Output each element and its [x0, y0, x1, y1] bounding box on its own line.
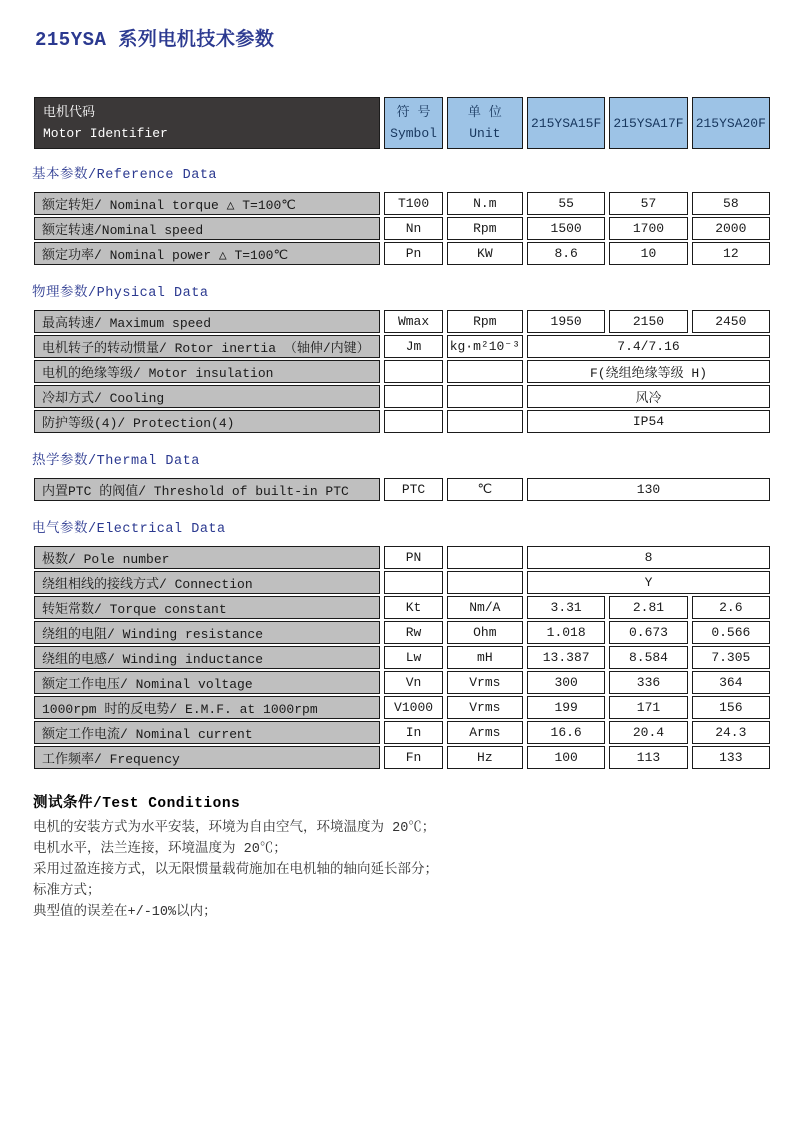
value-cell: 113 — [609, 746, 687, 769]
table-row — [34, 310, 770, 333]
unit-cell: N.m — [447, 192, 523, 215]
unit-cell: mH — [447, 646, 523, 669]
unit-cell: Arms — [447, 721, 523, 744]
value-cell: 13.387 — [527, 646, 605, 669]
section-heading: 电气参数/Electrical Data — [32, 522, 226, 537]
param-name-cell: 绕组相线的接线方式/ Connection — [34, 571, 380, 594]
param-name-cell: 电机转子的转动惯量/ Rotor inertia （轴伸/内键） — [34, 335, 380, 358]
merged-value-cell: IP54 — [527, 410, 770, 433]
model-header-cell: 215YSA17F — [609, 97, 687, 149]
table-row — [34, 646, 770, 669]
unit-cell: Rpm — [447, 217, 523, 240]
symbol-en: Symbol — [390, 126, 437, 141]
merged-value-cell: F(绕组绝缘等级 H) — [527, 360, 770, 383]
section-heading: 热学参数/Thermal Data — [32, 454, 200, 469]
symbol-cell — [384, 410, 442, 433]
model-header-cell: 215YSA20F — [692, 97, 770, 149]
param-name-cell: 额定工作电压/ Nominal voltage — [34, 671, 380, 694]
value-cell: 8.6 — [527, 242, 605, 265]
symbol-cell: In — [384, 721, 442, 744]
merged-value-cell: Y — [527, 571, 770, 594]
table-row — [34, 596, 770, 619]
table-row — [34, 410, 770, 433]
symbol-cell: V1000 — [384, 696, 442, 719]
section-thermal-data — [30, 448, 772, 503]
section-heading: 物理参数/Physical Data — [32, 286, 209, 301]
value-cell: 20.4 — [609, 721, 687, 744]
unit-cell — [447, 360, 523, 383]
value-cell: 2450 — [692, 310, 770, 333]
unit-cell: Nm/A — [447, 596, 523, 619]
table-row — [34, 385, 770, 408]
value-cell: 300 — [527, 671, 605, 694]
spec-header-table — [30, 97, 774, 149]
motor-identifier-en: Motor Identifier — [43, 126, 168, 141]
symbol-cell — [384, 360, 442, 383]
value-cell: 199 — [527, 696, 605, 719]
value-cell: 2150 — [609, 310, 687, 333]
test-condition-line: 标准方式； — [33, 884, 101, 899]
value-cell: 2.81 — [609, 596, 687, 619]
value-cell: 133 — [692, 746, 770, 769]
table-row — [34, 621, 770, 644]
value-cell: 7.305 — [692, 646, 770, 669]
symbol-cell: Wmax — [384, 310, 442, 333]
symbol-cell: T100 — [384, 192, 442, 215]
value-cell: 1500 — [527, 217, 605, 240]
motor-identifier-header-cell — [34, 97, 380, 149]
symbol-zh: 符 号 — [396, 105, 431, 120]
param-name-cell: 内置PTC 的阀值/ Threshold of built-in PTC — [34, 478, 380, 501]
unit-cell: Vrms — [447, 696, 523, 719]
value-cell: 10 — [609, 242, 687, 265]
test-condition-line: 典型值的误差在+/-10%以内； — [33, 905, 217, 920]
symbol-cell: Pn — [384, 242, 442, 265]
section-reference-data — [30, 162, 772, 267]
symbol-cell: Rw — [384, 621, 442, 644]
value-cell: 55 — [527, 192, 605, 215]
unit-cell: Rpm — [447, 310, 523, 333]
page-title: 215YSA 系列电机技术参数 — [35, 29, 275, 51]
unit-cell — [447, 546, 523, 569]
param-name-cell: 绕组的电阻/ Winding resistance — [34, 621, 380, 644]
value-cell: 16.6 — [527, 721, 605, 744]
electrical-data-table — [30, 544, 774, 771]
table-row — [34, 696, 770, 719]
unit-cell: Ohm — [447, 621, 523, 644]
table-row — [34, 192, 770, 215]
symbol-cell — [384, 385, 442, 408]
param-name-cell: 转矩常数/ Torque constant — [34, 596, 380, 619]
unit-cell: Hz — [447, 746, 523, 769]
value-cell: 0.566 — [692, 621, 770, 644]
unit-cell: kg·m²10⁻³ — [447, 335, 523, 358]
motor-identifier-zh: 电机代码 — [43, 105, 96, 120]
value-cell: 364 — [692, 671, 770, 694]
param-name-cell: 额定转速/Nominal speed — [34, 217, 380, 240]
table-row — [34, 721, 770, 744]
value-cell: 58 — [692, 192, 770, 215]
symbol-cell: Kt — [384, 596, 442, 619]
unit-header-cell — [447, 97, 523, 149]
param-name-cell: 绕组的电感/ Winding inductance — [34, 646, 380, 669]
thermal-data-table — [30, 476, 774, 503]
param-name-cell: 极数/ Pole number — [34, 546, 380, 569]
value-cell: 24.3 — [692, 721, 770, 744]
param-name-cell: 电机的绝缘等级/ Motor insulation — [34, 360, 380, 383]
table-row — [34, 242, 770, 265]
test-condition-line: 电机的安装方式为水平安装，环境为自由空气，环境温度为 20℃； — [33, 821, 436, 836]
table-row — [34, 546, 770, 569]
param-name-cell: 额定功率/ Nominal power △ T=100℃ — [34, 242, 380, 265]
table-row — [34, 335, 770, 358]
table-row — [34, 478, 770, 501]
value-cell: 0.673 — [609, 621, 687, 644]
symbol-cell — [384, 571, 442, 594]
section-electrical-data — [30, 516, 772, 771]
value-cell: 100 — [527, 746, 605, 769]
param-name-cell: 冷却方式/ Cooling — [34, 385, 380, 408]
symbol-header-cell — [384, 97, 442, 149]
symbol-cell: Lw — [384, 646, 442, 669]
value-cell: 1700 — [609, 217, 687, 240]
table-row — [34, 217, 770, 240]
unit-zh: 单 位 — [467, 105, 502, 120]
test-condition-line: 采用过盈连接方式，以无限惯量载荷施加在电机轴的轴向延长部分； — [33, 863, 438, 878]
value-cell: 12 — [692, 242, 770, 265]
model-header-cell: 215YSA15F — [527, 97, 605, 149]
value-cell: 2.6 — [692, 596, 770, 619]
value-cell: 57 — [609, 192, 687, 215]
table-row — [34, 571, 770, 594]
param-name-cell: 额定工作电流/ Nominal current — [34, 721, 380, 744]
test-conditions-heading: 测试条件/Test Conditions — [33, 796, 241, 812]
unit-cell: Vrms — [447, 671, 523, 694]
section-physical-data — [30, 280, 772, 435]
value-cell: 1950 — [527, 310, 605, 333]
unit-cell — [447, 385, 523, 408]
physical-data-table — [30, 308, 774, 435]
param-name-cell: 防护等级(4)/ Protection(4) — [34, 410, 380, 433]
unit-cell — [447, 571, 523, 594]
param-name-cell: 最高转速/ Maximum speed — [34, 310, 380, 333]
unit-cell: ℃ — [447, 478, 523, 501]
symbol-cell: PN — [384, 546, 442, 569]
merged-value-cell: 130 — [527, 478, 770, 501]
merged-value-cell: 风冷 — [527, 385, 770, 408]
unit-cell — [447, 410, 523, 433]
param-name-cell: 额定转矩/ Nominal torque △ T=100℃ — [34, 192, 380, 215]
table-row — [34, 746, 770, 769]
test-condition-line: 电机水平，法兰连接，环境温度为 20℃； — [33, 842, 287, 857]
param-name-cell: 工作频率/ Frequency — [34, 746, 380, 769]
value-cell: 336 — [609, 671, 687, 694]
symbol-cell: PTC — [384, 478, 442, 501]
merged-value-cell: 7.4/7.16 — [527, 335, 770, 358]
symbol-cell: Fn — [384, 746, 442, 769]
value-cell: 156 — [692, 696, 770, 719]
symbol-cell: Nn — [384, 217, 442, 240]
reference-data-table — [30, 190, 774, 267]
table-header-row — [34, 97, 770, 149]
value-cell: 2000 — [692, 217, 770, 240]
section-heading: 基本参数/Reference Data — [32, 168, 218, 183]
merged-value-cell: 8 — [527, 546, 770, 569]
table-row — [34, 360, 770, 383]
unit-en: Unit — [469, 126, 501, 141]
table-row — [34, 671, 770, 694]
symbol-cell: Vn — [384, 671, 442, 694]
value-cell: 1.018 — [527, 621, 605, 644]
value-cell: 8.584 — [609, 646, 687, 669]
test-conditions — [30, 791, 772, 923]
param-name-cell: 1000rpm 时的反电势/ E.M.F. at 1000rpm — [34, 696, 380, 719]
test-conditions-lines — [30, 818, 772, 923]
unit-cell: KW — [447, 242, 523, 265]
symbol-cell: Jm — [384, 335, 442, 358]
value-cell: 3.31 — [527, 596, 605, 619]
value-cell: 171 — [609, 696, 687, 719]
